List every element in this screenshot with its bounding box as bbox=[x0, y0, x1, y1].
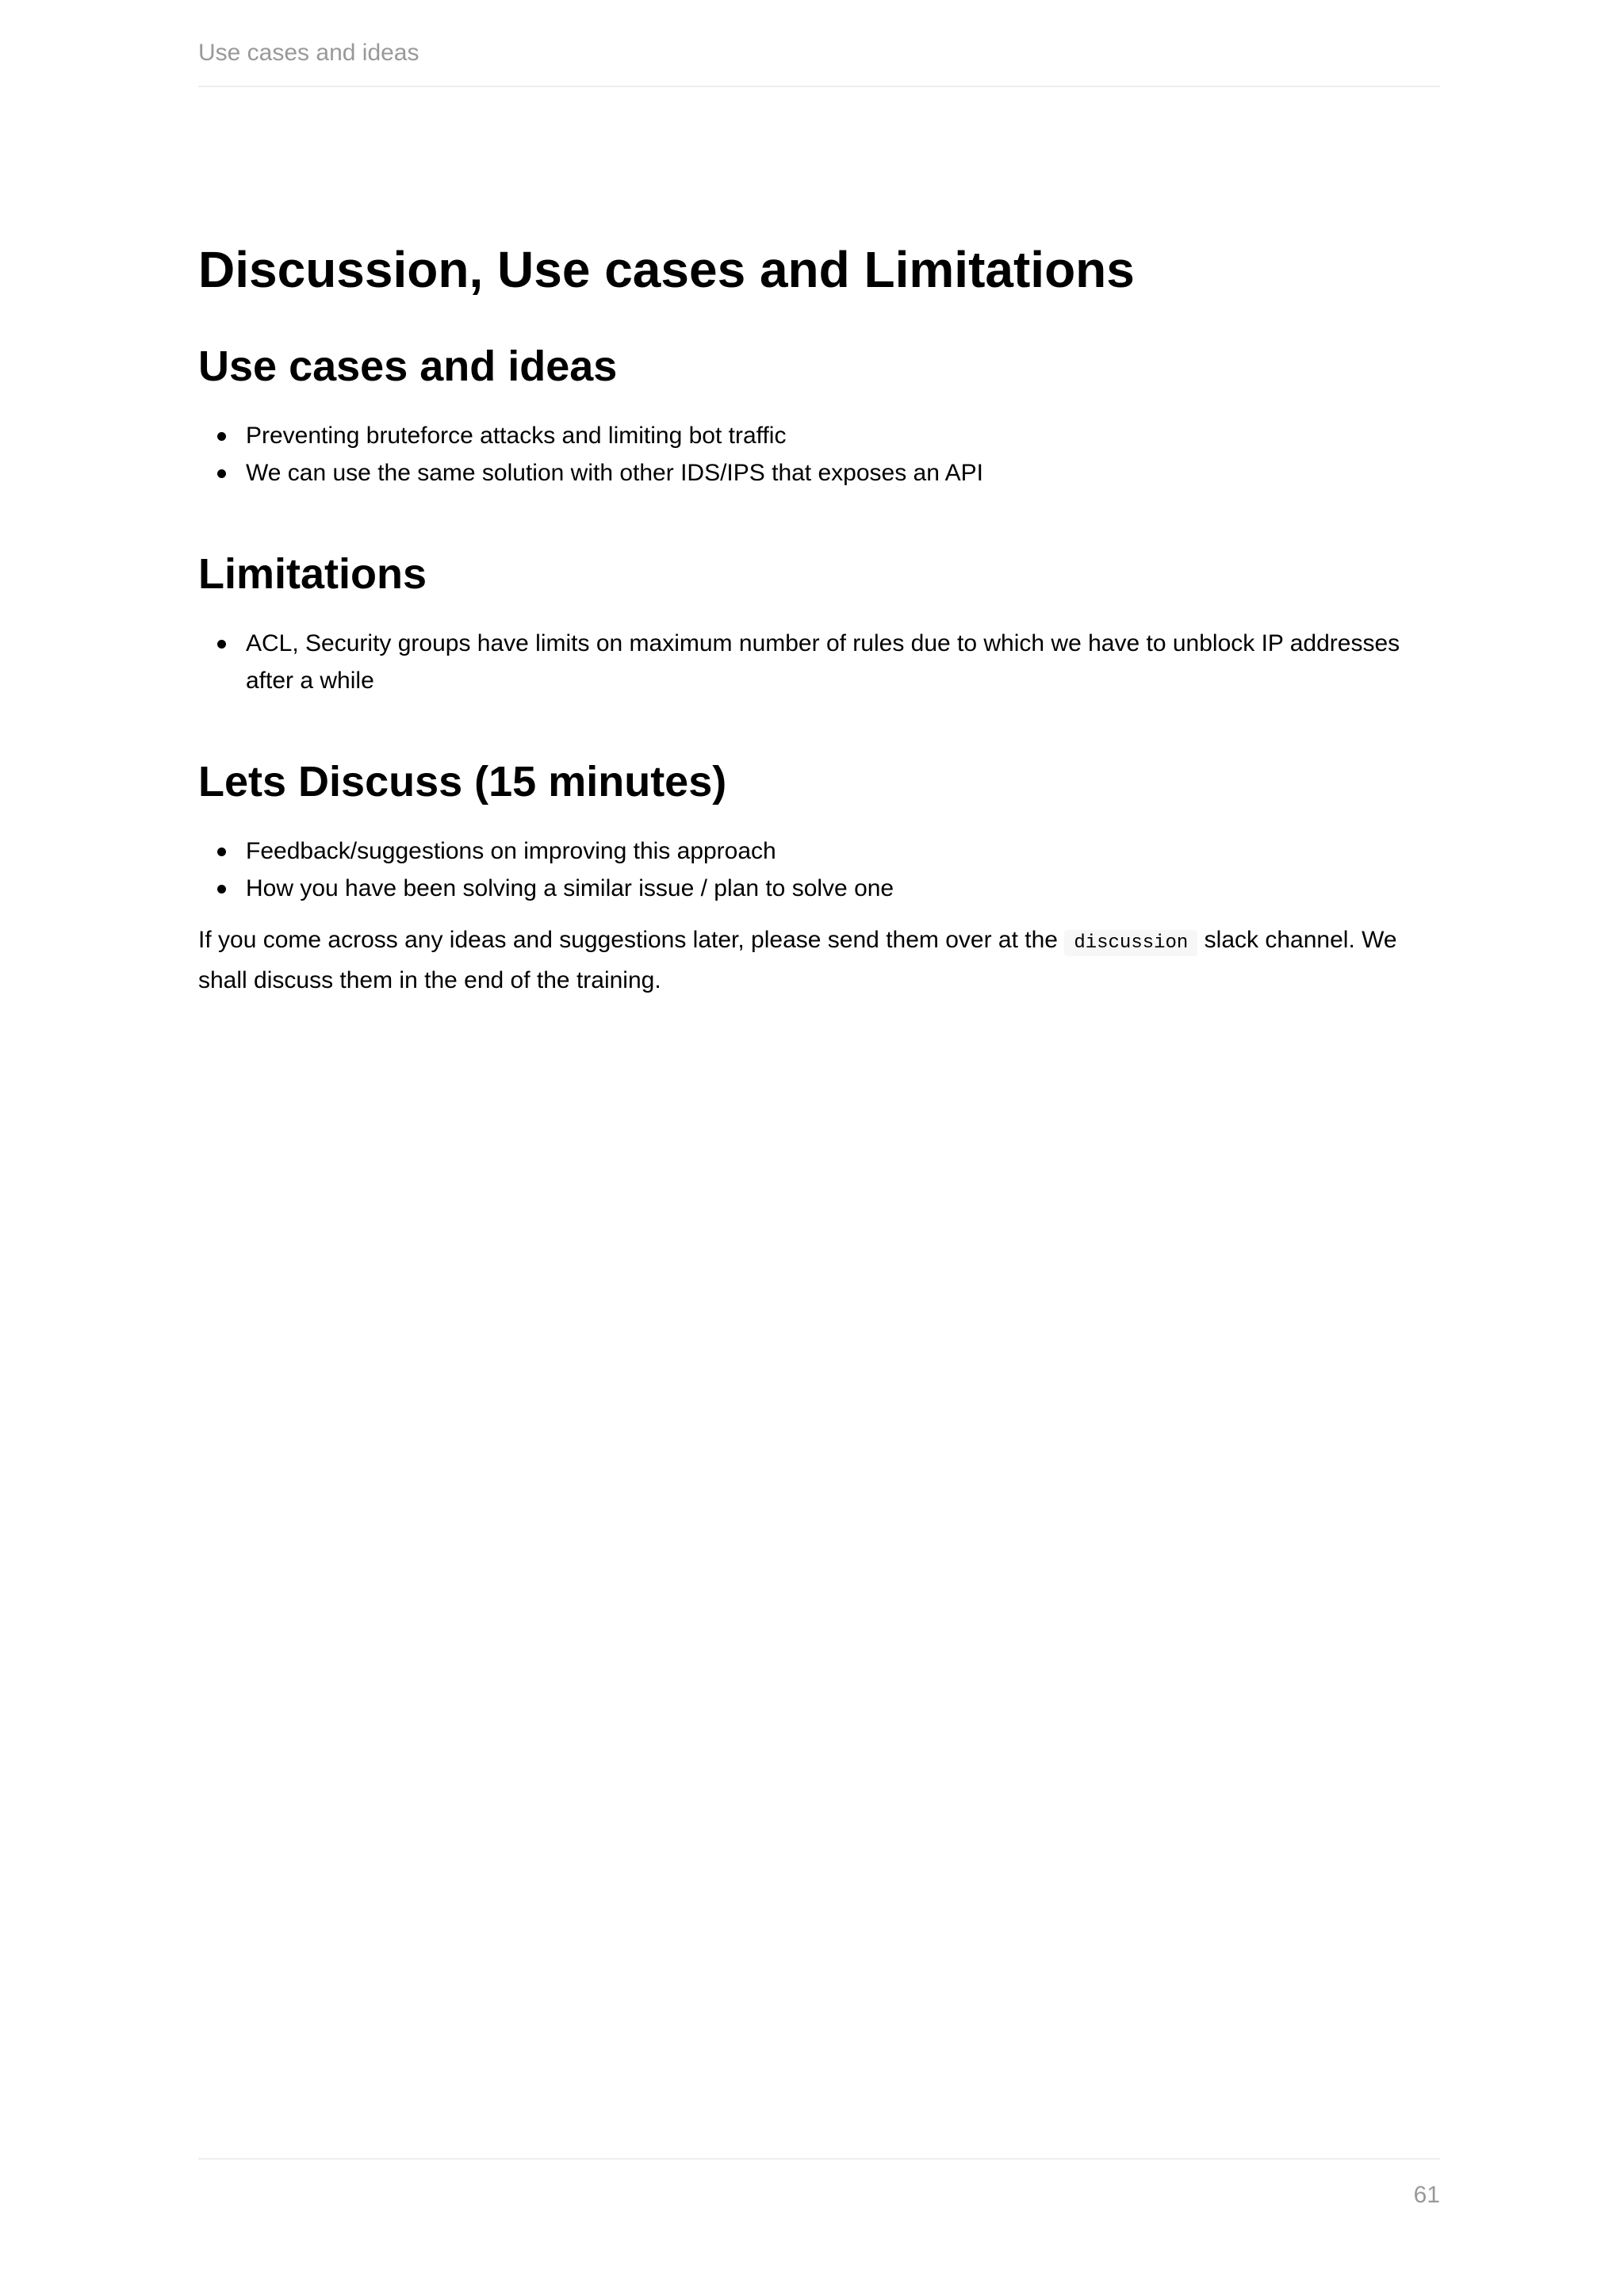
running-header-title: Use cases and ideas bbox=[198, 40, 419, 66]
limitations-list bbox=[198, 625, 1440, 699]
closing-text-end: slack channel. We shall discuss them in the end of the training. bbox=[198, 927, 1397, 993]
closing-text-start: If you come across any ideas and suggestions later, please send them over at the bbox=[198, 927, 1065, 953]
list-item: How you have been solving a similar issue / plan to solve one bbox=[198, 870, 1440, 907]
section-heading-limitations: Limitations bbox=[198, 550, 427, 598]
page-title: Discussion, Use cases and Limitations bbox=[198, 241, 1135, 298]
section-heading-lets-discuss: Lets Discuss (15 minutes) bbox=[198, 758, 727, 806]
list-item: Preventing bruteforce attacks and limiting bot traffic bbox=[198, 417, 1440, 454]
list-item: ACL, Security groups have limits on maximum number of rules due to which we have to unblock IP addresses after a while bbox=[198, 625, 1440, 699]
page-number: 61 bbox=[1413, 2182, 1440, 2208]
section-heading-use-cases: Use cases and ideas bbox=[198, 342, 618, 390]
running-header bbox=[198, 38, 1440, 87]
list-item: We can use the same solution with other IDS/IPS that exposes an API bbox=[198, 454, 1440, 492]
use-cases-list bbox=[198, 417, 1440, 492]
closing-paragraph bbox=[198, 921, 1440, 999]
running-footer bbox=[198, 2158, 1440, 2210]
page-content bbox=[198, 238, 1440, 999]
discussion-list bbox=[198, 832, 1440, 907]
inline-code-discussion: discussion bbox=[1064, 930, 1197, 956]
list-item: Feedback/suggestions on improving this approach bbox=[198, 832, 1440, 870]
